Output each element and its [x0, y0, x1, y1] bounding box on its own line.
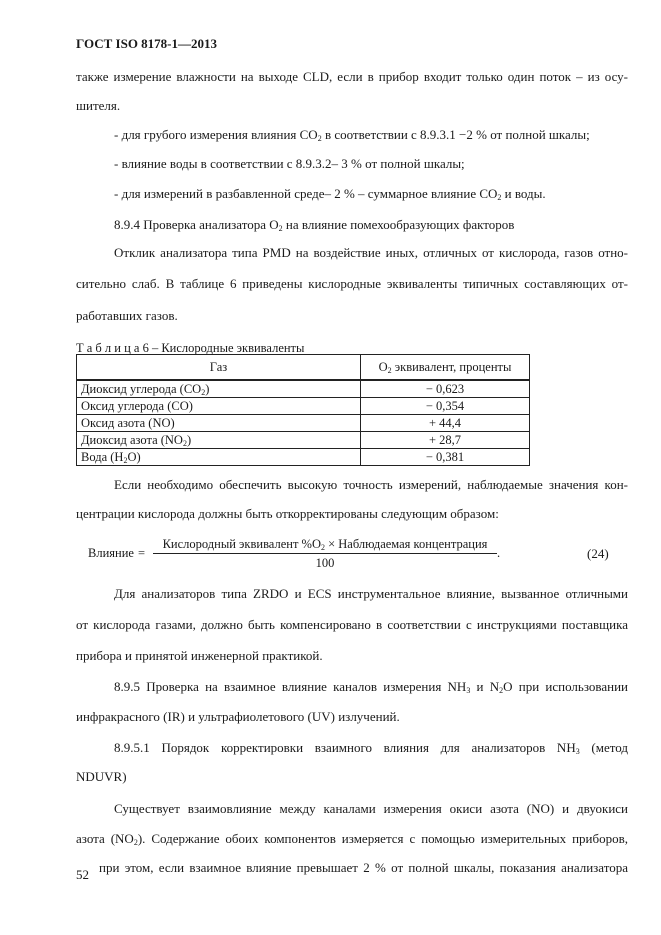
table-row — [77, 415, 530, 432]
bullet-diluted: - для измерений в разбавленной среде– 2 % – суммарное влияние $CO_2$ и воды. — [114, 186, 546, 202]
paragraph-precision-line: Если необходимо обеспечить высокую точность измерений, наблюдаемые значения кон- — [114, 477, 628, 492]
value-cell: + 44,4 — [361, 415, 530, 432]
bullet-co2-coarse: - для грубого измерения влияния $CO_2$ в соответствии с 8.9.3.1 −2 % от полной шкалы; — [114, 127, 590, 143]
formula-denominator: 100 — [315, 556, 335, 570]
table-header-row — [77, 355, 530, 381]
paragraph-pmd-line-end: работавших газов. — [76, 308, 178, 323]
paragraph-pmd-line: сительно слаб. В таблице 6 приведены кислородные эквиваленты типичных составляющих от- — [76, 276, 628, 291]
section-8-9-4-heading: 8.9.4 Проверка анализатора $O_2$ на влияние помехообразующих факторов — [114, 217, 515, 233]
formula-equals: = — [138, 546, 146, 560]
equation-number: (24) — [587, 546, 609, 561]
value-cell: − 0,381 — [361, 449, 530, 466]
gas-cell: Оксид азота (NO) — [77, 415, 361, 432]
fraction-bar — [153, 553, 497, 554]
gas-cell: Диоксид азота $(NO_2)$ — [77, 432, 361, 449]
page-number: 52 — [76, 867, 89, 882]
bullet-water: - влияние воды в соответствии с 8.9.3.2– 3 % от полной шкалы; — [114, 156, 465, 171]
gas-cell: Вода $(H_2O)$ — [77, 449, 361, 466]
value-cell: − 0,354 — [361, 398, 530, 415]
formula-lhs: Влияние — [88, 546, 134, 560]
paragraph-mutual-line: при этом, если взаимное влияние превышает 2 % от полной шкалы, показания анализатора — [99, 860, 628, 875]
paragraph-mutual-line: азота $(NO_2)$. Содержание обоих компонентов измеряется с помощью измерительных приборов, — [76, 831, 628, 847]
table-row — [77, 432, 530, 449]
paragraph-zrdo-line-end: прибора и принятой инженерной практикой. — [76, 648, 323, 663]
table-caption: Т а б л и ц а 6 – Кислородные эквиваленты — [76, 341, 305, 355]
section-8-9-5-1-heading-end: NDUVR) — [76, 769, 127, 784]
paragraph-zrdo-line: Для анализаторов типа ZRDO и ECS инструментальное влияние, вызванное отличными — [114, 586, 628, 601]
section-8-9-5-heading-end: инфракрасного (IR) и ультрафиолетового (UV) излучений. — [76, 709, 400, 724]
section-8-9-5-heading: 8.9.5 Проверка на взаимное влияние каналов измерения $NH_3$ и $N_2O$ при использовании — [114, 679, 628, 695]
paragraph-precision-line-end: центрации кислорода должны быть откорректированы следующим образом: — [76, 506, 499, 521]
oxygen-equivalents-table — [76, 354, 530, 466]
paragraph-zrdo-line: от кислорода газами, должно быть компенсировано в соответствии с инструкциями поставщика — [76, 617, 628, 632]
paragraph-mutual-line: Существует взаимовлияние между каналами измерения окиси азота (NO) и двуокиси — [114, 801, 628, 816]
gas-cell: Оксид углерода (CO) — [77, 398, 361, 415]
value-cell: + 28,7 — [361, 432, 530, 449]
formula-period: . — [497, 546, 501, 560]
document-header: ГОСТ ISO 8178-1—2013 — [76, 36, 218, 51]
intro-line-end: шителя. — [76, 98, 121, 113]
table-row — [77, 380, 530, 398]
column-header-gas: Газ — [77, 355, 361, 381]
section-8-9-5-1-heading: 8.9.5.1 Порядок корректировки взаимного влияния для анализаторов $NH_3$ (метод — [114, 740, 628, 756]
column-header-o2-equivalent: $O_2$ эквивалент, проценты — [361, 355, 530, 381]
gas-cell: Диоксид углерода $(CO_2)$ — [77, 380, 361, 398]
value-cell: − 0,623 — [361, 380, 530, 398]
formula-numerator: Кислородный эквивалент $\%O_2$ × Наблюдаемая концентрация — [162, 537, 488, 552]
intro-line: также измерение влажности на выходе CLD, если в прибор входит только один поток – из осу- — [76, 69, 628, 84]
table-row — [77, 449, 530, 466]
paragraph-pmd-line: Отклик анализатора типа PMD на воздействие иных, отличных от кислорода, газов отно- — [114, 245, 628, 260]
table-row — [77, 398, 530, 415]
